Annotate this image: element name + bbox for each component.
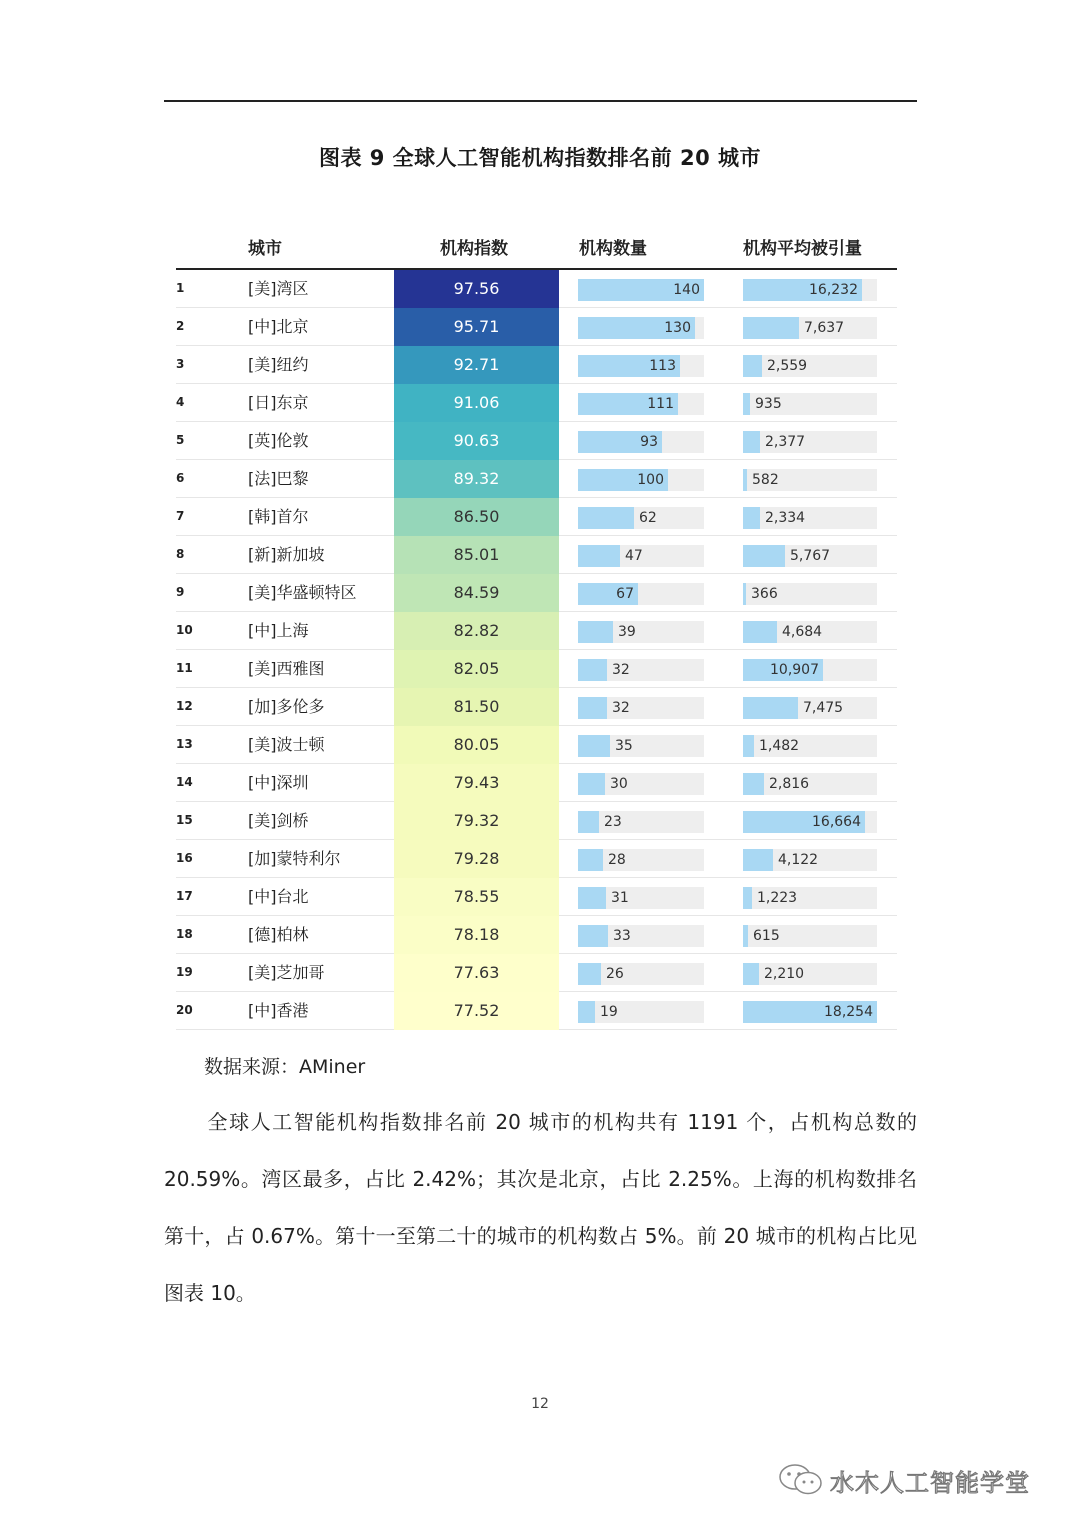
rank: 6 [176, 471, 185, 485]
citation-track [743, 469, 877, 491]
citation-value: 935 [755, 396, 782, 412]
citation-track [743, 963, 877, 985]
page-number: 12 [531, 1396, 549, 1412]
citation-value: 615 [753, 928, 780, 944]
citation-bar [743, 773, 764, 795]
table-row [176, 612, 897, 650]
table-row [176, 574, 897, 612]
count-value: 100 [637, 472, 664, 488]
count-track [578, 811, 704, 833]
table-row [176, 346, 897, 384]
table-row [176, 916, 897, 954]
count-track [578, 887, 704, 909]
citation-track [743, 507, 877, 529]
citation-value: 4,684 [782, 624, 823, 640]
citation-bar [743, 317, 799, 339]
count-value: 30 [610, 776, 628, 792]
index-value: 92.71 [394, 346, 559, 384]
header-count: 机构数量 [579, 239, 647, 259]
table-row [176, 384, 897, 422]
table-row [176, 840, 897, 878]
count-track [578, 773, 704, 795]
rank: 8 [176, 547, 185, 561]
index-value: 77.63 [394, 954, 559, 992]
rank: 14 [176, 775, 193, 789]
index-value: 84.59 [394, 574, 559, 612]
citation-value: 366 [751, 586, 778, 602]
count-bar [578, 507, 634, 529]
city-name: [中]深圳 [248, 773, 309, 792]
count-track [578, 697, 704, 719]
count-bar [578, 887, 606, 909]
count-bar [578, 1001, 595, 1023]
count-value: 39 [618, 624, 636, 640]
citation-track [743, 1001, 877, 1023]
ranking-table [176, 222, 897, 1030]
count-bar [578, 545, 620, 567]
body-paragraph [164, 1094, 917, 1322]
citation-track [743, 279, 877, 301]
count-track [578, 963, 704, 985]
citation-track [743, 773, 877, 795]
count-value: 32 [612, 662, 630, 678]
count-track [578, 507, 704, 529]
index-value: 91.06 [394, 384, 559, 422]
index-value: 95.71 [394, 308, 559, 346]
paragraph-text: 全球人工智能机构指数排名前 20 城市的机构共有 1191 个，占机构总数的 20.59%。湾区最多，占比 2.42%；其次是北京，占比 2.25%。上海的机构数排名第十，占 0.67%。第十一至第二十的城市的机构数占 5%。前 20 城市的机构占比见图表 10。 [164, 1110, 917, 1305]
index-value: 81.50 [394, 688, 559, 726]
count-track [578, 925, 704, 947]
citation-value: 2,559 [767, 358, 808, 374]
count-track [578, 1001, 704, 1023]
rank: 12 [176, 699, 193, 713]
count-value: 33 [613, 928, 631, 944]
city-name: [韩]首尔 [248, 507, 309, 526]
index-value: 78.55 [394, 878, 559, 916]
count-bar [578, 697, 607, 719]
count-value: 32 [612, 700, 630, 716]
rank: 1 [176, 281, 185, 295]
index-value: 80.05 [394, 726, 559, 764]
count-track [578, 583, 704, 605]
count-track [578, 431, 704, 453]
count-bar [578, 621, 613, 643]
header-rule [164, 100, 917, 102]
count-bar [578, 963, 601, 985]
rank: 19 [176, 965, 193, 979]
index-value: 82.82 [394, 612, 559, 650]
count-value: 47 [625, 548, 643, 564]
count-track [578, 317, 704, 339]
rank: 3 [176, 357, 185, 371]
rank: 20 [176, 1003, 193, 1017]
header-index: 机构指数 [440, 239, 508, 259]
citation-track [743, 317, 877, 339]
count-bar [578, 925, 608, 947]
citation-value: 4,122 [778, 852, 819, 868]
table-row [176, 726, 897, 764]
count-track [578, 849, 704, 871]
city-name: [中]香港 [248, 1001, 309, 1020]
city-name: [中]上海 [248, 621, 309, 640]
header-city: 城市 [248, 239, 282, 259]
rank: 5 [176, 433, 185, 447]
citation-value: 1,223 [757, 890, 798, 906]
city-name: [日]东京 [248, 393, 309, 412]
count-track [578, 469, 704, 491]
citation-value: 2,377 [765, 434, 806, 450]
citation-track [743, 697, 877, 719]
citation-bar [743, 887, 752, 909]
city-name: [德]柏林 [248, 925, 309, 944]
city-name: [美]纽约 [248, 355, 309, 374]
citation-bar [743, 393, 750, 415]
rank: 9 [176, 585, 185, 599]
citation-value: 7,475 [803, 700, 844, 716]
table-row [176, 536, 897, 574]
rank: 10 [176, 623, 193, 637]
citation-track [743, 355, 877, 377]
citation-bar [743, 849, 773, 871]
table-row [176, 764, 897, 802]
table-row [176, 650, 897, 688]
citation-bar [743, 355, 762, 377]
table-header [176, 222, 897, 270]
table-row [176, 270, 897, 308]
rank: 13 [176, 737, 193, 751]
count-value: 130 [664, 320, 691, 336]
city-name: [美]华盛顿特区 [248, 583, 357, 602]
citation-value: 2,210 [764, 966, 805, 982]
count-value: 28 [608, 852, 626, 868]
citation-track [743, 583, 877, 605]
citation-value: 2,334 [765, 510, 806, 526]
citation-value: 18,254 [824, 1004, 873, 1020]
city-name: [中]北京 [248, 317, 309, 336]
citation-track [743, 735, 877, 757]
count-bar [578, 849, 603, 871]
citation-value: 5,767 [790, 548, 831, 564]
index-value: 79.43 [394, 764, 559, 802]
count-value: 19 [600, 1004, 618, 1020]
count-value: 93 [640, 434, 658, 450]
table-row [176, 688, 897, 726]
index-value: 89.32 [394, 460, 559, 498]
citation-track [743, 659, 877, 681]
count-value: 23 [604, 814, 622, 830]
count-track [578, 621, 704, 643]
index-value: 97.56 [394, 270, 559, 308]
citation-bar [743, 735, 754, 757]
citation-value: 2,816 [769, 776, 810, 792]
citation-value: 7,637 [804, 320, 845, 336]
count-track [578, 279, 704, 301]
table-row [176, 460, 897, 498]
table-row [176, 954, 897, 992]
table-body [176, 270, 897, 1030]
count-value: 111 [647, 396, 674, 412]
citation-track [743, 393, 877, 415]
count-track [578, 545, 704, 567]
citation-value: 10,907 [770, 662, 819, 678]
data-source: 数据来源：AMiner [204, 1056, 366, 1078]
citation-track [743, 811, 877, 833]
table-row [176, 878, 897, 916]
index-value: 85.01 [394, 536, 559, 574]
count-value: 113 [649, 358, 676, 374]
table-row [176, 308, 897, 346]
citation-bar [743, 431, 760, 453]
citation-track [743, 925, 877, 947]
citation-bar [743, 621, 777, 643]
table-row [176, 498, 897, 536]
count-value: 26 [606, 966, 624, 982]
count-value: 67 [616, 586, 634, 602]
count-bar [578, 735, 610, 757]
index-value: 86.50 [394, 498, 559, 536]
rank: 17 [176, 889, 193, 903]
citation-track [743, 849, 877, 871]
count-bar [578, 811, 599, 833]
count-track [578, 735, 704, 757]
rank: 4 [176, 395, 185, 409]
city-name: [加]多伦多 [248, 697, 325, 716]
count-value: 31 [611, 890, 629, 906]
count-value: 35 [615, 738, 633, 754]
citation-value: 16,232 [809, 282, 858, 298]
count-value: 140 [673, 282, 700, 298]
count-value: 62 [639, 510, 657, 526]
city-name: [美]湾区 [248, 279, 309, 298]
index-value: 77.52 [394, 992, 559, 1030]
citation-track [743, 621, 877, 643]
citation-value: 16,664 [812, 814, 861, 830]
city-name: [美]剑桥 [248, 811, 309, 830]
city-name: [法]巴黎 [248, 469, 309, 488]
index-value: 82.05 [394, 650, 559, 688]
city-name: [美]波士顿 [248, 735, 325, 754]
citation-value: 582 [752, 472, 779, 488]
count-track [578, 659, 704, 681]
citation-bar [743, 697, 798, 719]
figure-title: 图表 9 全球人工智能机构指数排名前 20 城市 [318, 146, 762, 170]
citation-track [743, 431, 877, 453]
rank: 7 [176, 509, 185, 523]
rank: 11 [176, 661, 193, 675]
city-name: [加]蒙特利尔 [248, 849, 341, 868]
citation-bar [743, 545, 785, 567]
city-name: [英]伦敦 [248, 431, 309, 450]
city-name: [中]台北 [248, 887, 309, 906]
table-row [176, 422, 897, 460]
citation-track [743, 887, 877, 909]
city-name: [美]西雅图 [248, 659, 325, 678]
count-bar [578, 659, 607, 681]
table-row [176, 992, 897, 1030]
header-citation: 机构平均被引量 [743, 239, 862, 259]
citation-value: 1,482 [759, 738, 800, 754]
index-value: 79.28 [394, 840, 559, 878]
citation-bar [743, 963, 759, 985]
rank: 18 [176, 927, 193, 941]
rank: 16 [176, 851, 193, 865]
index-value: 79.32 [394, 802, 559, 840]
index-value: 90.63 [394, 422, 559, 460]
city-name: [美]芝加哥 [248, 963, 325, 982]
watermark [778, 1460, 1030, 1500]
watermark-text: 水木人工智能学堂 [830, 1468, 1030, 1497]
city-name: [新]新加坡 [248, 545, 325, 564]
citation-bar [743, 507, 760, 529]
count-bar [578, 773, 605, 795]
count-track [578, 393, 704, 415]
wechat-icon [778, 1463, 824, 1497]
rank: 2 [176, 319, 185, 333]
table-row [176, 802, 897, 840]
count-track [578, 355, 704, 377]
citation-track [743, 545, 877, 567]
index-value: 78.18 [394, 916, 559, 954]
rank: 15 [176, 813, 193, 827]
